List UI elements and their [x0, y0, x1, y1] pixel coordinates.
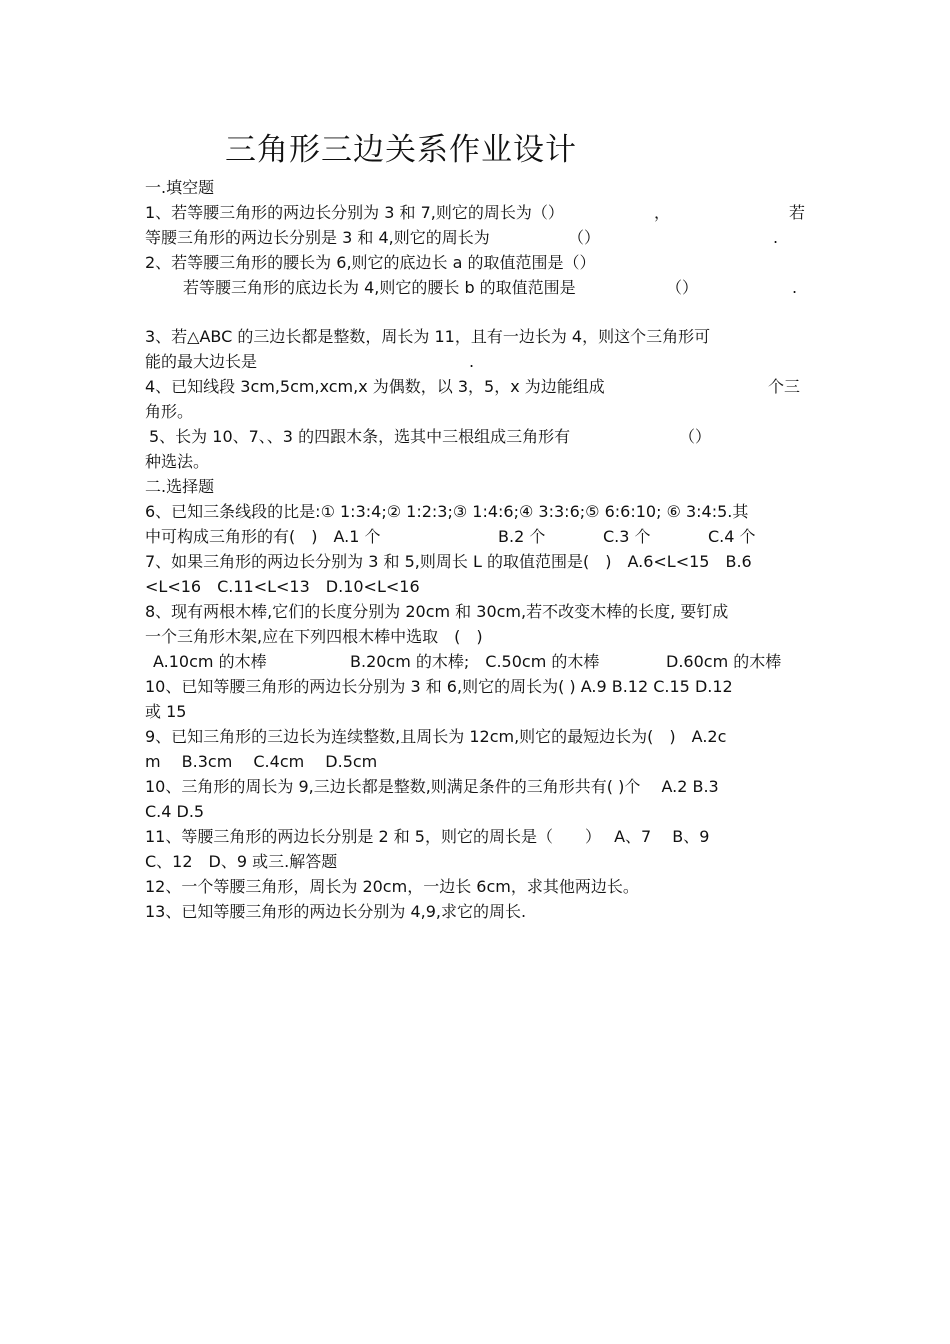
question-10a-line-1: 10、已知等腰三角形的两边长分别为 3 和 6,则它的周长为( ) A.9 B.12 C.15 D.12 — [145, 677, 733, 696]
question-2-blank: （） — [666, 278, 699, 297]
question-7-line-1: 7、如果三角形的两边长分别为 3 和 5,则周长 L 的取值范围是( ) A.6<L<15 B.6 — [145, 552, 752, 571]
question-10b-line-2: C.4 D.5 — [145, 802, 205, 821]
question-2-line-2: 若等腰三角形的底边长为 4,则它的腰长 b 的取值范围是 — [183, 278, 576, 297]
question-8-line-1: 8、现有两根木棒,它们的长度分别为 20cm 和 30cm,若不改变木棒的长度, 要钉成 — [145, 602, 729, 621]
question-6-line-1: 6、已知三条线段的比是:① 1:3:4;② 1:2:3;③ 1:4:6;④ 3:3:6;⑤ 6:6:10; ⑥ 3:4:5.其 — [145, 502, 749, 521]
question-1-line-2: 等腰三角形的两边长分别是 3 和 4,则它的周长为 — [145, 228, 490, 247]
question-5-line-1: 5、长为 10、7、、3 的四跟木条，选其中三根组成三角形有 — [149, 427, 571, 446]
question-1-period: . — [773, 228, 779, 247]
question-8-option-b-c: B.20cm 的木棒; C.50cm 的木棒 — [350, 652, 600, 671]
question-3-line-1: 3、若△ABC 的三边长都是整数，周长为 11，且有一边长为 4，则这个三角形可 — [145, 327, 711, 346]
question-6-option-b: B.2 个 — [498, 527, 546, 546]
question-13: 13、已知等腰三角形的两边长分别为 4,9,求它的周长. — [145, 902, 527, 921]
question-4-continuation: 个三 — [768, 377, 801, 396]
question-2-period: . — [792, 278, 798, 297]
question-10a-line-2: 或 15 — [145, 702, 187, 721]
question-3-line-2: 能的最大边长是 — [145, 352, 258, 371]
question-8-option-a: A.10cm 的木棒 — [153, 652, 267, 671]
question-6-option-c: C.3 个 — [603, 527, 651, 546]
question-10b-line-1: 10、三角形的周长为 9,三边长都是整数,则满足条件的三角形共有( )个 A.2 B.3 — [145, 777, 719, 796]
question-5-blank: （） — [679, 427, 712, 446]
question-1-blank: （） — [568, 228, 601, 247]
question-9-line-2: m B.3cm C.4cm D.5cm — [145, 752, 378, 771]
question-8-line-2: 一个三角形木架,应在下列四根木棒中选取 ( ) — [145, 627, 483, 646]
question-7-line-2: <L<16 C.11<L<13 D.10<L<16 — [145, 577, 420, 596]
question-4-line-1: 4、已知线段 3cm,5cm,xcm,x 为偶数，以 3，5，x 为边能组成 — [145, 377, 605, 396]
question-6-option-d: C.4 个 — [708, 527, 756, 546]
question-12: 12、一个等腰三角形，周长为 20cm，一边长 6cm，求其他两边长。 — [145, 877, 639, 896]
question-1-comma: ， — [654, 203, 671, 222]
question-11-line-1: 11、等腰三角形的两边长分别是 2 和 5，则它的周长是（ ） A、7 B、9 — [145, 827, 710, 846]
question-6-line-2: 中可构成三角形的有( ) A.1 个 — [145, 527, 381, 546]
question-1-continuation: 若 — [789, 203, 806, 222]
question-9-line-1: 9、已知三角形的三边长为连续整数,且周长为 12cm,则它的最短边长为( ) A.2c — [145, 727, 727, 746]
section-fill-blank-heading: 一.填空题 — [145, 178, 215, 197]
question-3-period: . — [469, 352, 475, 371]
document-title: 三角形三边关系作业设计 — [225, 132, 577, 168]
section-multiple-choice-heading: 二.选择题 — [145, 477, 215, 496]
question-11-line-2: C、12 D、9 或三.解答题 — [145, 852, 338, 871]
question-1-line-1: 1、若等腰三角形的两边长分别为 3 和 7,则它的周长为（） — [145, 203, 564, 222]
question-4-line-2: 角形。 — [145, 402, 194, 421]
question-2-line-1: 2、若等腰三角形的腰长为 6,则它的底边长 a 的取值范围是（） — [145, 253, 596, 272]
question-5-line-2: 种选法。 — [145, 452, 210, 471]
question-8-option-d: D.60cm 的木棒 — [666, 652, 782, 671]
